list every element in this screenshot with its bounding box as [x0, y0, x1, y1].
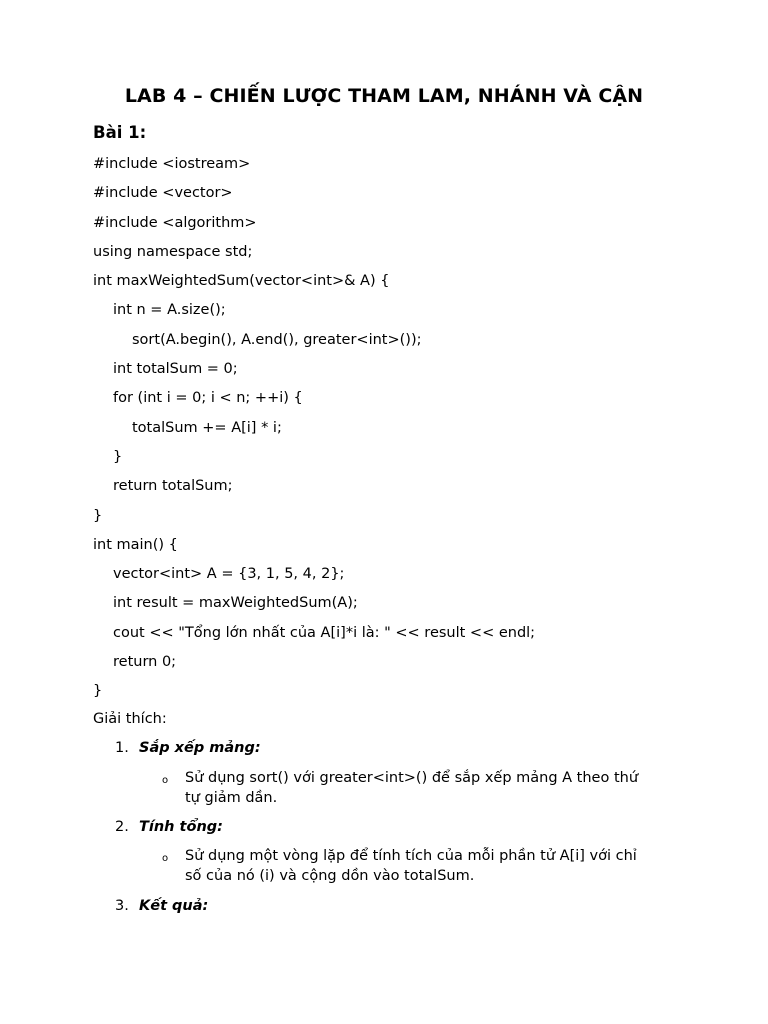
code-line: } [93, 683, 103, 699]
code-line: sort(A.begin(), A.end(), greater<int>()); [132, 332, 422, 348]
bullet-icon: o [162, 775, 169, 786]
list-label: Kết quả: [139, 898, 209, 914]
bullet-text [185, 846, 685, 886]
list-number: 1. [115, 740, 129, 756]
code-line: int main() { [93, 537, 178, 553]
code-line: int maxWeightedSum(vector<int>& A) { [93, 273, 390, 289]
code-line: totalSum += A[i] * i; [132, 420, 282, 436]
code-line: #include <algorithm> [93, 215, 257, 231]
code-line: int totalSum = 0; [113, 361, 238, 377]
code-line: return totalSum; [113, 478, 233, 494]
list-item [115, 898, 208, 914]
code-line: using namespace std; [93, 244, 253, 260]
list-label: Sắp xếp mảng: [139, 740, 261, 756]
bullet-icon: o [162, 853, 169, 864]
bullet-text-line: số của nó (i) và cộng dồn vào totalSum. [185, 868, 475, 884]
bullet-text-line: tự giảm dần. [185, 790, 278, 806]
list-label: Tính tổng: [139, 819, 223, 835]
list-number: 2. [115, 819, 129, 835]
code-line: #include <iostream> [93, 156, 251, 172]
code-line: } [93, 508, 103, 524]
code-line: int result = maxWeightedSum(A); [113, 595, 358, 611]
document-title: LAB 4 – CHIẾN LƯỢC THAM LAM, NHÁNH VÀ CẬN [124, 85, 644, 107]
bullet-text-line: Sử dụng một vòng lặp để tính tích của mỗi phần tử A[i] với chỉ [185, 848, 637, 864]
list-item [115, 740, 261, 756]
list-item [115, 819, 223, 835]
code-line: int n = A.size(); [113, 302, 226, 318]
section-heading: Bài 1: [93, 123, 147, 142]
explanation-heading: Giải thích: [93, 711, 167, 727]
bullet-text-line: Sử dụng sort() với greater<int>() để sắp xếp mảng A theo thứ [185, 770, 639, 786]
code-line: } [113, 449, 123, 465]
code-line: for (int i = 0; i < n; ++i) { [113, 390, 303, 406]
code-line: return 0; [113, 654, 177, 670]
code-line: cout << "Tổng lớn nhất của A[i]*i là: " << result << endl; [113, 625, 536, 641]
list-number: 3. [115, 898, 129, 914]
code-line: vector<int> A = {3, 1, 5, 4, 2}; [113, 566, 345, 582]
bullet-text [185, 768, 685, 808]
code-line: #include <vector> [93, 185, 233, 201]
